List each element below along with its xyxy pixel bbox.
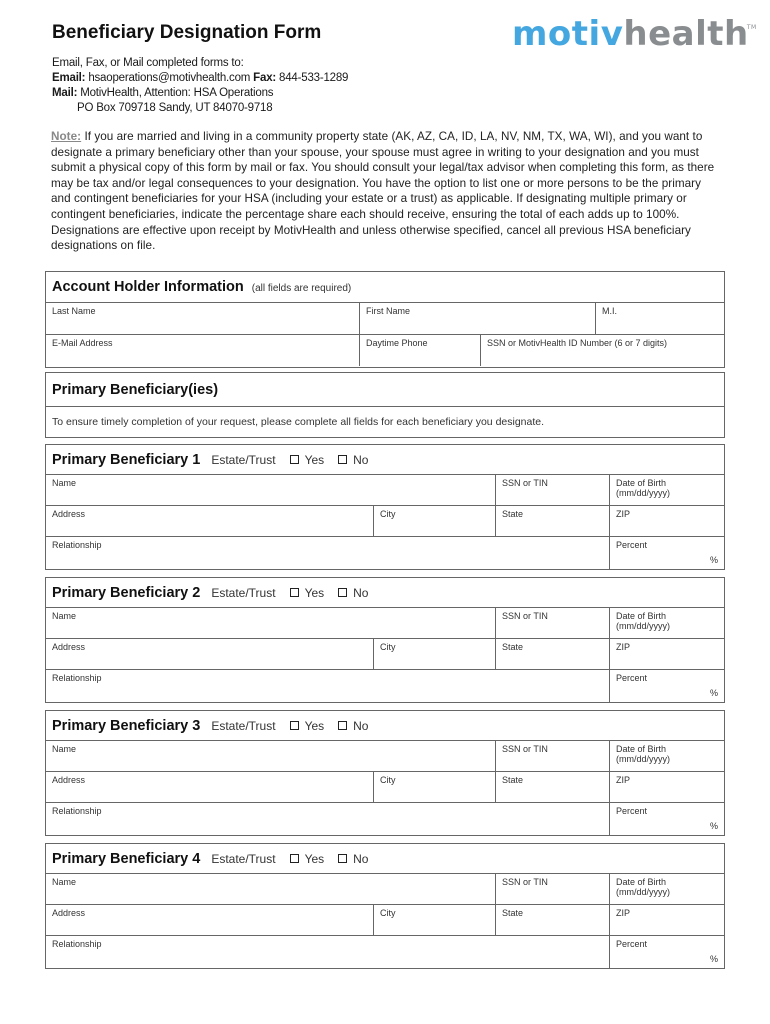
mail-value: MotivHealth, Attention: HSA Operations: [80, 87, 274, 99]
checkbox-square-icon: [338, 455, 347, 464]
beneficiary-row-2: [46, 506, 724, 537]
yes-label: Yes: [304, 585, 325, 600]
email-field[interactable]: [46, 335, 360, 366]
relationship-label: Relationship: [52, 806, 102, 816]
relationship-label: Relationship: [52, 540, 102, 550]
yes-checkbox[interactable]: [290, 852, 325, 866]
ssn-tin-field[interactable]: [496, 475, 610, 505]
beneficiary-heading: Primary Beneficiary 2: [52, 584, 201, 601]
checkbox-square-icon: [290, 588, 299, 597]
logo-tm: TM: [746, 24, 757, 31]
yes-checkbox[interactable]: [290, 719, 325, 733]
zip-field[interactable]: [610, 639, 724, 669]
beneficiary-block: [45, 710, 725, 836]
primary-beneficiaries-heading: Primary Beneficiary(ies): [52, 381, 219, 398]
percent-field[interactable]: [610, 803, 724, 835]
beneficiary-row-2: [46, 639, 724, 670]
beneficiary-row-1: [46, 741, 724, 772]
percent-label: Percent: [616, 939, 648, 949]
dob-field[interactable]: [610, 874, 724, 904]
zip-label: ZIP: [616, 775, 631, 785]
account-holder-subheading: (all fields are required): [251, 283, 352, 294]
estate-trust-label: Estate/Trust: [211, 718, 276, 733]
name-label: Name: [52, 478, 77, 488]
beneficiary-row-3: [46, 537, 724, 569]
no-label: No: [353, 585, 369, 600]
no-label: No: [353, 718, 369, 733]
account-holder-section: [45, 271, 725, 368]
estate-trust-label: Estate/Trust: [211, 851, 276, 866]
no-checkbox[interactable]: [338, 453, 368, 467]
zip-label: ZIP: [616, 642, 631, 652]
beneficiary-block: [45, 444, 725, 570]
address-field[interactable]: [46, 905, 374, 935]
relationship-label: Relationship: [52, 673, 102, 683]
primary-instruction: To ensure timely completion of your request, please complete all fields for each beneficiary you designate.: [52, 415, 545, 428]
relationship-field[interactable]: [46, 537, 610, 569]
phone-field[interactable]: [360, 335, 481, 366]
beneficiary-header: [46, 711, 724, 741]
dob-label: Date of Birth (mm/dd/yyyy): [616, 877, 670, 897]
yes-checkbox[interactable]: [290, 453, 325, 467]
state-label: State: [502, 642, 524, 652]
estate-trust-label: Estate/Trust: [211, 452, 276, 467]
state-label: State: [502, 908, 524, 918]
beneficiary-row-1: [46, 608, 724, 639]
last-name-label: Last Name: [52, 306, 96, 316]
checkbox-square-icon: [290, 721, 299, 730]
dob-label: Date of Birth (mm/dd/yyyy): [616, 744, 670, 764]
state-label: State: [502, 775, 524, 785]
percent-sign: %: [709, 688, 718, 698]
contact-mail-line: [52, 86, 348, 101]
checkbox-square-icon: [338, 854, 347, 863]
ssn-tin-label: SSN or TIN: [502, 478, 548, 488]
beneficiary-row-3: [46, 936, 724, 968]
name-label: Name: [52, 611, 77, 621]
logo-motiv: motiv: [512, 14, 624, 54]
beneficiary-header: [46, 844, 724, 874]
account-holder-heading: Account Holder Information: [52, 279, 244, 295]
name-field[interactable]: [46, 741, 496, 771]
primary-beneficiaries-header: [46, 373, 724, 407]
yes-label: Yes: [304, 452, 325, 467]
address-label: Address: [52, 509, 86, 519]
yes-label: Yes: [304, 718, 325, 733]
contact-block: [52, 56, 348, 116]
state-field[interactable]: [496, 506, 610, 536]
no-checkbox[interactable]: [338, 852, 368, 866]
first-name-field[interactable]: [360, 303, 596, 334]
percent-sign: %: [709, 821, 718, 831]
percent-sign: %: [709, 954, 718, 964]
relationship-field[interactable]: [46, 803, 610, 835]
address-field[interactable]: [46, 639, 374, 669]
beneficiary-heading: Primary Beneficiary 1: [52, 451, 201, 468]
checkbox-square-icon: [290, 854, 299, 863]
city-label: City: [380, 509, 396, 519]
motivhealth-logo: [512, 14, 757, 54]
mi-field[interactable]: [596, 303, 724, 334]
mail-address: PO Box 709718 Sandy, UT 84070-9718: [77, 102, 273, 114]
primary-beneficiaries-section: [45, 372, 725, 438]
note-label: Note:: [51, 130, 82, 143]
contact-email-line: [52, 71, 348, 86]
logo-health: health: [623, 14, 749, 54]
email-value: hsaoperations@motivhealth.com: [88, 72, 251, 84]
first-name-label: First Name: [366, 306, 411, 316]
relationship-label: Relationship: [52, 939, 102, 949]
city-label: City: [380, 775, 396, 785]
name-label: Name: [52, 877, 77, 887]
dob-field[interactable]: [610, 475, 724, 505]
ssn-id-label: SSN or MotivHealth ID Number (6 or 7 digits): [487, 338, 668, 348]
email-field-label: E-Mail Address: [52, 338, 113, 348]
beneficiary-block: [45, 843, 725, 969]
account-holder-row-2: [46, 335, 724, 366]
fax-label: Fax:: [253, 72, 277, 84]
ssn-tin-field[interactable]: [496, 874, 610, 904]
no-label: No: [353, 452, 369, 467]
account-holder-header: [46, 272, 724, 303]
no-label: No: [353, 851, 369, 866]
ssn-tin-field[interactable]: [496, 741, 610, 771]
fax-value: 844-533-1289: [279, 72, 349, 84]
relationship-field[interactable]: [46, 670, 610, 702]
dob-field[interactable]: [610, 741, 724, 771]
percent-label: Percent: [616, 806, 648, 816]
name-label: Name: [52, 744, 77, 754]
beneficiary-header: [46, 578, 724, 608]
percent-field[interactable]: [610, 936, 724, 968]
checkbox-square-icon: [290, 455, 299, 464]
city-label: City: [380, 642, 396, 652]
percent-label: Percent: [616, 673, 648, 683]
yes-label: Yes: [304, 851, 325, 866]
city-field[interactable]: [374, 506, 496, 536]
city-field[interactable]: [374, 639, 496, 669]
ssn-tin-label: SSN or TIN: [502, 611, 548, 621]
ssn-id-field[interactable]: [481, 335, 724, 366]
name-field[interactable]: [46, 608, 496, 638]
email-label: Email:: [52, 72, 86, 84]
beneficiary-heading: Primary Beneficiary 4: [52, 850, 201, 867]
address-field[interactable]: [46, 506, 374, 536]
beneficiary-block: [45, 577, 725, 703]
percent-field[interactable]: [610, 670, 724, 702]
beneficiary-row-2: [46, 772, 724, 803]
no-checkbox[interactable]: [338, 586, 368, 600]
note-paragraph: [51, 129, 717, 254]
zip-field[interactable]: [610, 506, 724, 536]
name-field[interactable]: [46, 475, 496, 505]
beneficiary-header: [46, 445, 724, 475]
form-title: Beneficiary Designation Form: [52, 22, 322, 43]
phone-label: Daytime Phone: [366, 338, 428, 348]
checkbox-square-icon: [338, 588, 347, 597]
state-field[interactable]: [496, 639, 610, 669]
address-label: Address: [52, 775, 86, 785]
address-field[interactable]: [46, 772, 374, 802]
no-checkbox[interactable]: [338, 719, 368, 733]
city-label: City: [380, 908, 396, 918]
beneficiary-row-3: [46, 803, 724, 835]
zip-label: ZIP: [616, 509, 631, 519]
checkbox-square-icon: [338, 721, 347, 730]
contact-intro: Email, Fax, or Mail completed forms to:: [52, 57, 244, 69]
dob-field[interactable]: [610, 608, 724, 638]
city-field[interactable]: [374, 905, 496, 935]
beneficiary-row-3: [46, 670, 724, 702]
percent-label: Percent: [616, 540, 648, 550]
relationship-field[interactable]: [46, 936, 610, 968]
city-field[interactable]: [374, 772, 496, 802]
address-label: Address: [52, 908, 86, 918]
mail-label: Mail:: [52, 87, 78, 99]
estate-trust-label: Estate/Trust: [211, 585, 276, 600]
state-label: State: [502, 509, 524, 519]
dob-label: Date of Birth (mm/dd/yyyy): [616, 611, 670, 631]
zip-label: ZIP: [616, 908, 631, 918]
address-label: Address: [52, 642, 86, 652]
beneficiary-row-1: [46, 874, 724, 905]
beneficiary-heading: Primary Beneficiary 3: [52, 717, 201, 734]
ssn-tin-label: SSN or TIN: [502, 877, 548, 887]
beneficiary-row-2: [46, 905, 724, 936]
ssn-tin-label: SSN or TIN: [502, 744, 548, 754]
percent-field[interactable]: [610, 537, 724, 569]
mi-label: M.I.: [602, 306, 617, 316]
zip-field[interactable]: [610, 905, 724, 935]
dob-label: Date of Birth (mm/dd/yyyy): [616, 478, 670, 498]
last-name-field[interactable]: [46, 303, 360, 334]
name-field[interactable]: [46, 874, 496, 904]
beneficiary-row-1: [46, 475, 724, 506]
state-field[interactable]: [496, 905, 610, 935]
note-text: If you are married and living in a community property state (AK, AZ, CA, ID, LA, NV, NM, TX, WA, WI), and you want to designate a primary beneficiary other than your spouse, your spouse must agree in writing to your designation and you must submit a physical copy of this form by mail or fax. You should consult your legal/tax advisor when completing this form, as there may be tax and/or legal consequences to your designation. You have the option to list one or more persons to be the primary and contingent beneficiaries for your HSA (including your estate or a trust) as applicable. If designating multiple primary or contingent beneficiaries, indicate the percentage share each should receive, ensuring the total of each adds up to 100%. Designations are effective upon receipt by MotivHealth and unless otherwise specified, cancel all previous HSA beneficiary designations on file.: [51, 130, 715, 253]
zip-field[interactable]: [610, 772, 724, 802]
ssn-tin-field[interactable]: [496, 608, 610, 638]
state-field[interactable]: [496, 772, 610, 802]
yes-checkbox[interactable]: [290, 586, 325, 600]
percent-sign: %: [709, 555, 718, 565]
account-holder-row-1: [46, 303, 724, 335]
